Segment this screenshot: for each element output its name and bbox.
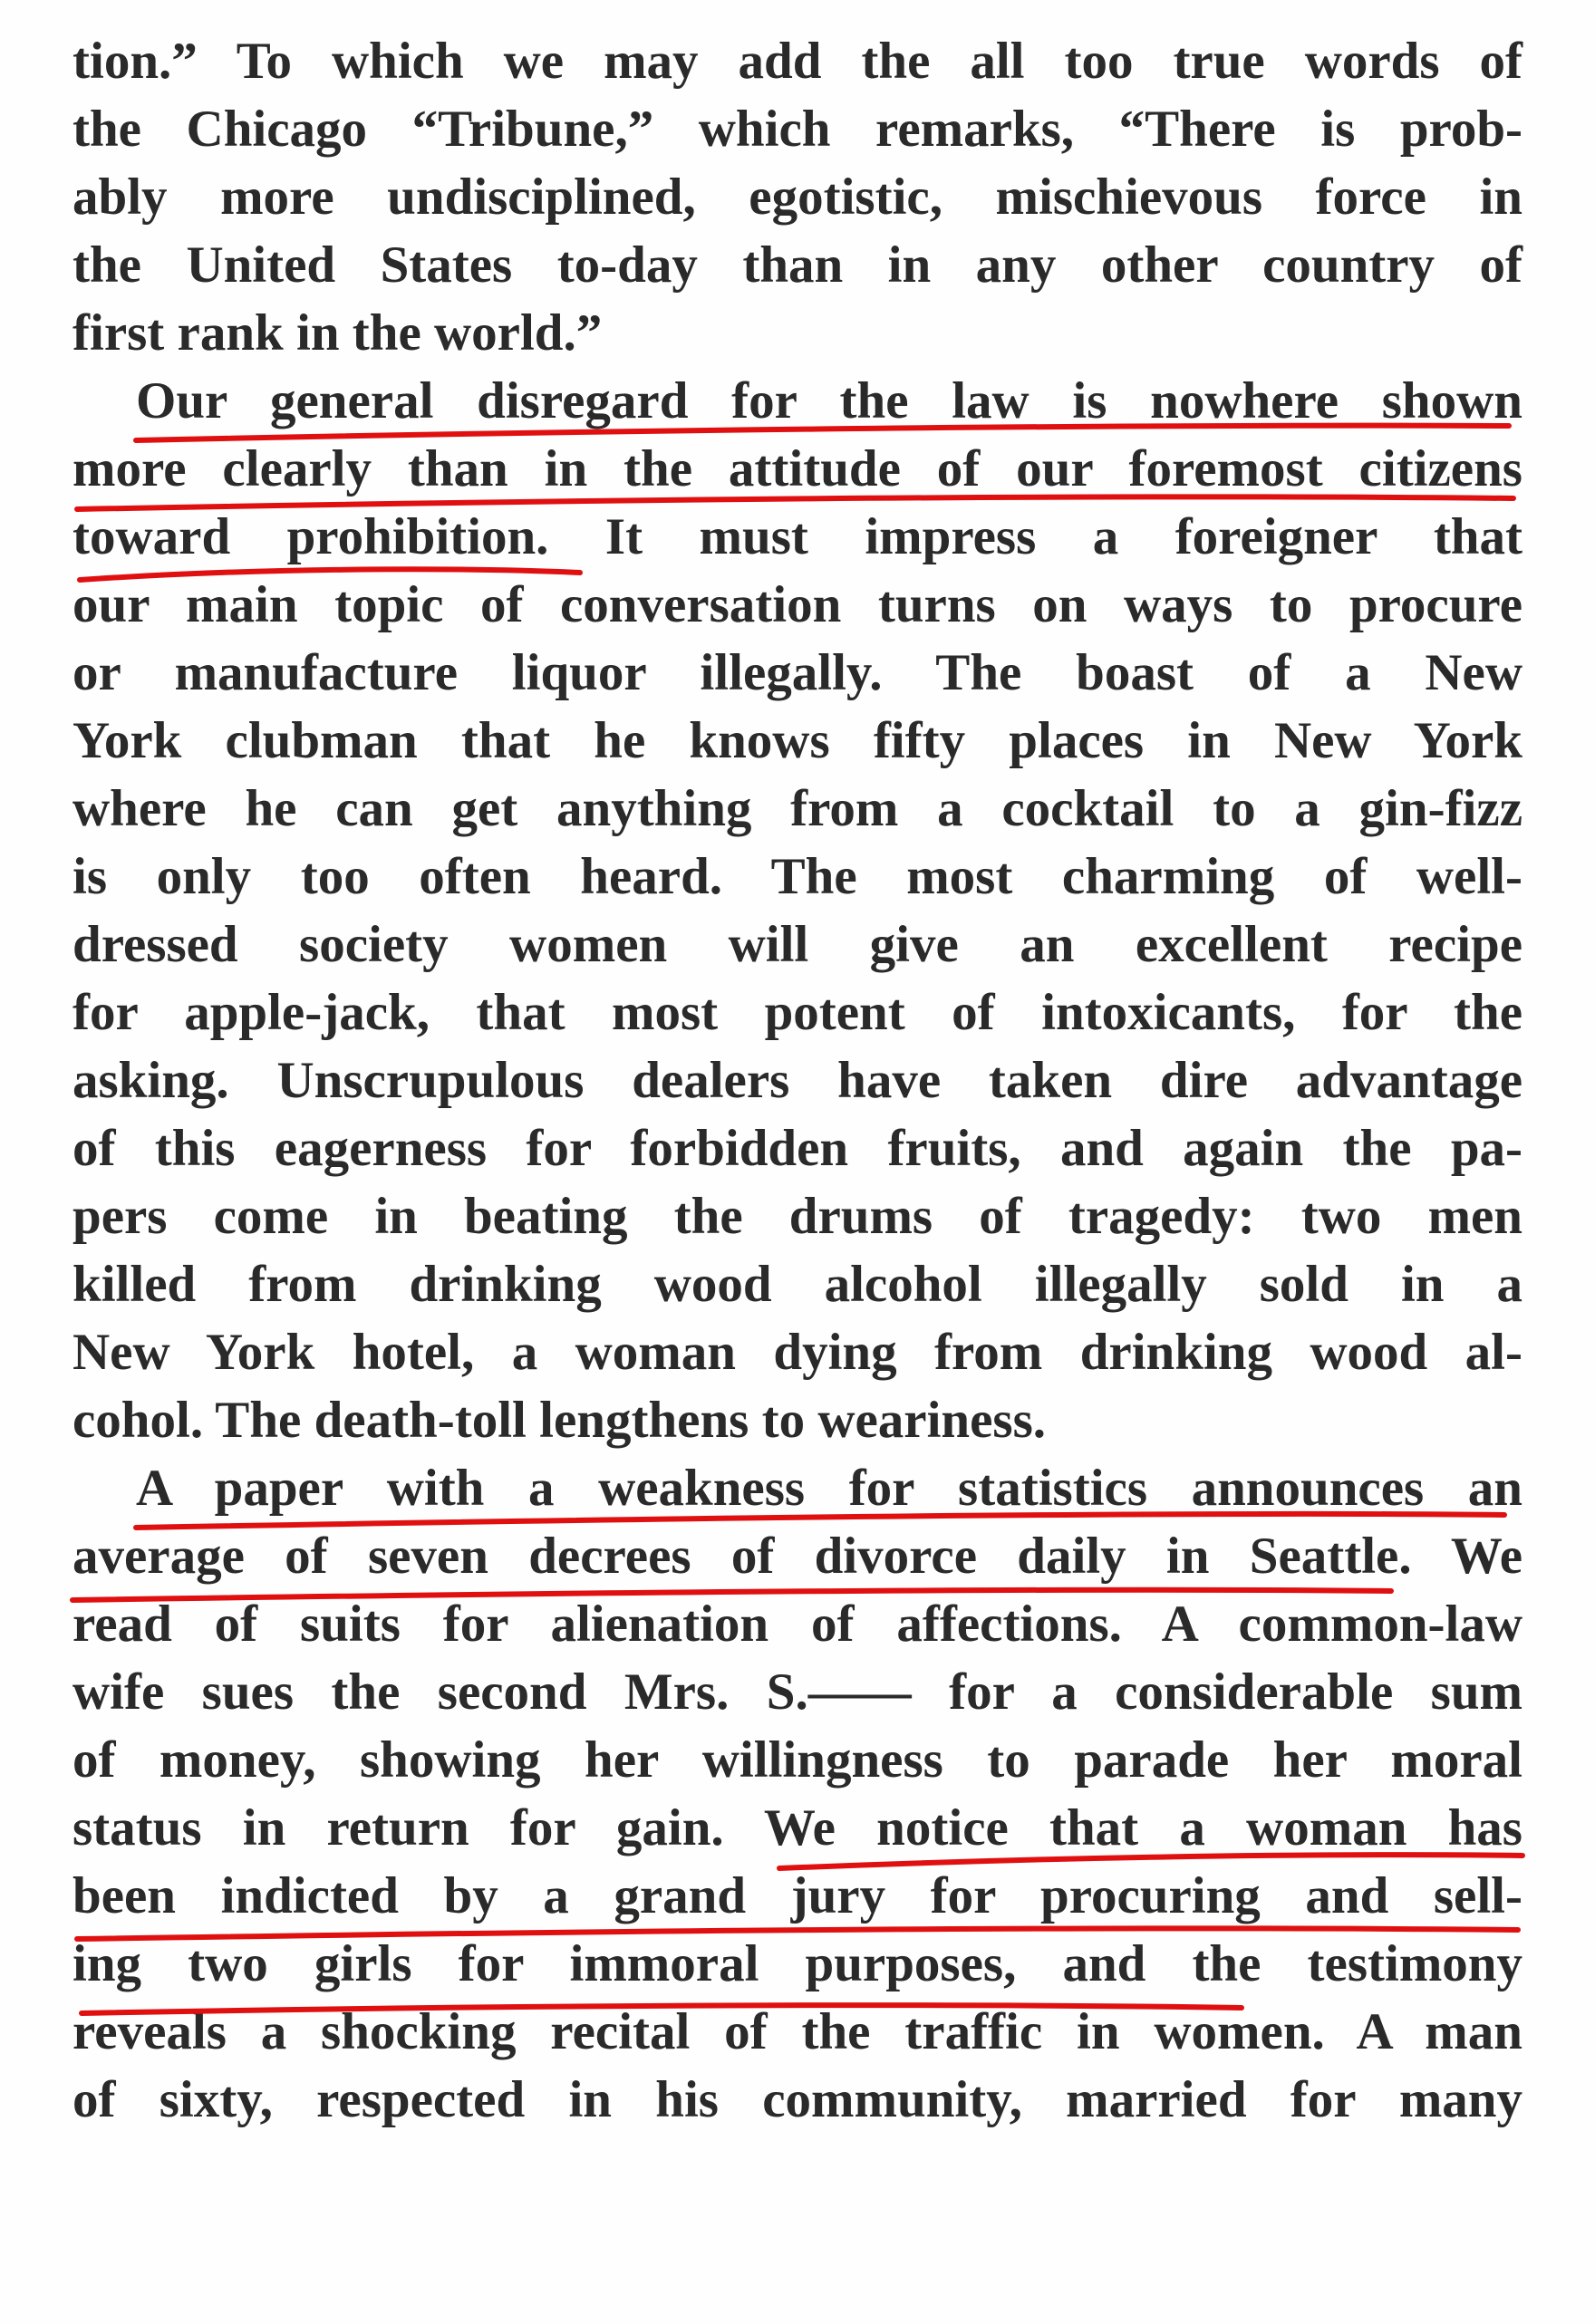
text-line-26: of money, showing her willingness to parade her moral <box>72 1731 1522 1789</box>
text-line-29: ing two girls for immoral purposes, and the testimony <box>72 1935 1522 1992</box>
text-line-20: New York hotel, a woman dying from drinking wood al- <box>72 1324 1522 1381</box>
text-line-14: dressed society women will give an excellent recipe <box>72 916 1522 973</box>
text-line-9: our main topic of conversation turns on ways to procure <box>72 576 1522 633</box>
text-line-3: ably more undisciplined, egotistic, mischievous force in <box>72 169 1522 226</box>
text-line-15: for apple-jack, that most potent of intoxicants, for the <box>72 984 1522 1041</box>
text-line-6: Our general disregard for the law is nowhere shown <box>136 372 1522 429</box>
text-line-12: where he can get anything from a cocktail to a gin-fizz <box>72 780 1522 837</box>
text-line-13: is only too often heard. The most charming of well- <box>72 848 1522 905</box>
body-text <box>72 27 1522 2134</box>
text-line-16: asking. Unscrupulous dealers have taken dire advantage <box>72 1052 1522 1109</box>
text-line-31: of sixty, respected in his community, married for many <box>72 2071 1522 2128</box>
text-line-10: or manufacture liquor illegally. The boast of a New <box>72 644 1522 701</box>
text-line-5: first rank in the world.” <box>72 304 603 362</box>
text-line-18: pers come in beating the drums of tragedy: two men <box>72 1188 1522 1245</box>
text-line-21: cohol. The death-toll lengthens to weariness. <box>72 1392 1047 1449</box>
text-line-30: reveals a shocking recital of the traffic in women. A man <box>72 2003 1522 2060</box>
text-line-11: York clubman that he knows fifty places in New York <box>72 712 1522 769</box>
text-line-27: status in return for gain. We notice that a woman has <box>72 1799 1522 1856</box>
text-line-24: read of suits for alienation of affections. A common-law <box>72 1596 1522 1653</box>
text-line-4: the United States to-day than in any other country of <box>72 236 1522 294</box>
text-line-25: wife sues the second Mrs. S.—— for a considerable sum <box>72 1663 1522 1721</box>
text-line-19: killed from drinking wood alcohol illegally sold in a <box>72 1256 1522 1313</box>
text-line-22: A paper with a weakness for statistics announces an <box>136 1460 1522 1517</box>
text-line-17: of this eagerness for forbidden fruits, and again the pa- <box>72 1120 1522 1177</box>
text-line-23: average of seven decrees of divorce daily in Seattle. We <box>72 1528 1522 1585</box>
text-line-8: toward prohibition. It must impress a foreigner that <box>72 508 1522 565</box>
text-line-2: the Chicago “Tribune,” which remarks, “There is prob- <box>72 101 1522 158</box>
text-line-28: been indicted by a grand jury for procuring and sell- <box>72 1867 1522 1924</box>
text-line-1: tion.” To which we may add the all too true words of <box>72 33 1522 90</box>
text-line-7: more clearly than in the attitude of our foremost citizens <box>72 440 1522 497</box>
